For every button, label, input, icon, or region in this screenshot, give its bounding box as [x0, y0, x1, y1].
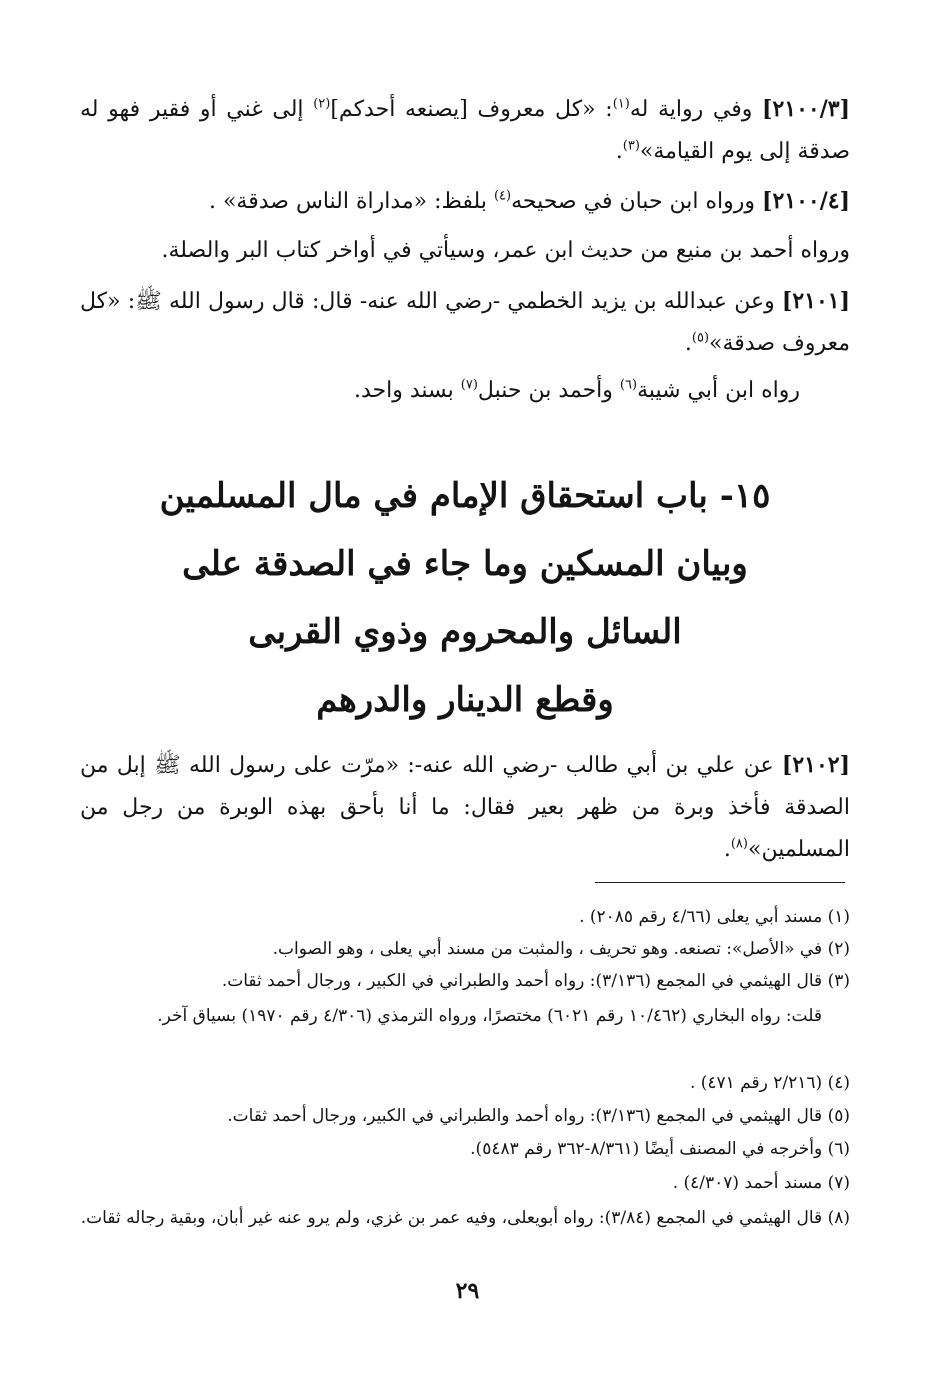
footnote: (٥) قال الهيثمي في المجمع (٣/١٣٦): رواه أحمد والطبراني في الكبير، ورجال أحمد ثقات. — [227, 1106, 850, 1126]
footnote-ref: (٦) — [619, 377, 638, 393]
heading-line: وقطع الدينار والدرهم — [316, 680, 614, 720]
footnote: (٨) قال الهيثمي في المجمع (٣/٨٤): رواه أبويعلى، وفيه عمر بن غزي، ولم يرو عنه غير أبان، وبقية رجاله ثقات. — [80, 1208, 850, 1228]
footnote-ref: (١) — [612, 96, 630, 112]
paragraph-text: وأحمد بن حنبل — [477, 378, 620, 403]
paragraph-2100-3 — [80, 88, 850, 173]
footnote-ref: (٢) — [313, 96, 331, 112]
hadith-number: [٢١٠٠/٣] — [762, 96, 851, 122]
hadith-number: [٢١٠٠/٤] — [762, 188, 850, 214]
heading-line: وبيان المسكين وما جاء في الصدقة على — [182, 544, 748, 584]
paragraph-2100-4 — [80, 180, 850, 223]
footnote: (٧) مسند أحمد (٤/٣٠٧) . — [672, 1173, 850, 1193]
paragraph-text: رواه ابن أبي شيبة — [637, 378, 800, 403]
paragraph-2101 — [80, 280, 850, 365]
paragraph-2102 — [80, 744, 850, 871]
chapter-heading — [150, 462, 780, 734]
paragraph-text: ورواه أحمد بن منيع من حديث ابن عمر، وسيأتي في أواخر كتاب البر والصلة. — [161, 238, 850, 263]
paragraph-text: وفي رواية له — [629, 97, 763, 122]
paragraph-text: ورواه ابن حبان في صحيحه — [511, 189, 763, 214]
footnote-ref: (٨) — [730, 836, 748, 852]
heading-line: السائل والمحروم وذوي القربى — [248, 612, 682, 652]
footnote: (٣) قال الهيثمي في المجمع (٣/١٣٦): رواه أحمد والطبراني في الكبير ، ورجال أحمد ثقات. — [221, 971, 850, 991]
paragraph-text: . — [615, 139, 623, 164]
footnote-ref: (٣) — [622, 138, 640, 154]
heading-line: ١٥- باب استحقاق الإمام في مال المسلمين — [159, 476, 771, 516]
footnote: (١) مسند أبي يعلى (٤/٦٦ رقم ٢٠٨٥) . — [579, 907, 850, 927]
paragraph-ibn-abi-shaybah — [80, 370, 850, 412]
hadith-number: [٢١٠١] — [781, 288, 850, 314]
footnote-ref: (٧) — [460, 377, 478, 393]
footnote-ref: (٥) — [691, 330, 710, 346]
footnote-continuation: قلت: رواه البخاري (١٠/٤٦٢ رقم ٦٠٢١) مختصرًا، ورواه الترمذي (٤/٣٠٦ رقم ١٩٧٠) بسياق آخر. — [157, 1006, 822, 1026]
paragraph-text: بلفظ: «مداراة الناس صدقة» . — [208, 189, 494, 214]
paragraph-text: . — [723, 837, 731, 862]
hadith-number: [٢١٠٢] — [781, 752, 851, 778]
paragraph-text: إلى غني أو فقير فهو له صدقة إلى يوم القيامة» — [80, 97, 850, 164]
paragraph-ahmad-ibn-mani — [80, 230, 850, 272]
footnote-separator — [595, 882, 845, 883]
paragraph-text: . — [684, 331, 692, 356]
footnote: (٤) (٢/٢١٦ رقم ٤٧١) . — [689, 1073, 850, 1093]
paragraph-text: وعن عبدالله بن يزيد الخطمي -رضي الله عنه- قال: قال رسول الله ﷺ: «كل معروف صدقة» — [80, 289, 850, 356]
paragraph-text: : «كل معروف [يصنعه أحدكم] — [330, 97, 613, 122]
paragraph-text: عن علي بن أبي طالب -رضي الله عنه-: «مرّت على رسول الله ﷺ إبل من الصدقة فأخذ وبرة من ظهر بعير فقال: ما أنا بأحق بهذه الوبرة من رجل من المسلمين» — [80, 753, 850, 862]
footnote: (٦) وأخرجه في المصنف أيضًا (٨/٣٦١-٣٦٢ رقم ٥٤٨٣). — [470, 1139, 850, 1159]
footnote: (٢) في «الأصل»: تصنعه. وهو تحريف ، والمثبت من مسند أبي يعلى ، وهو الصواب. — [272, 939, 850, 959]
footnote-ref: (٤) — [493, 188, 512, 204]
page-number: ٢٩ — [455, 1278, 480, 1304]
paragraph-text: بسند واحد. — [353, 378, 461, 403]
